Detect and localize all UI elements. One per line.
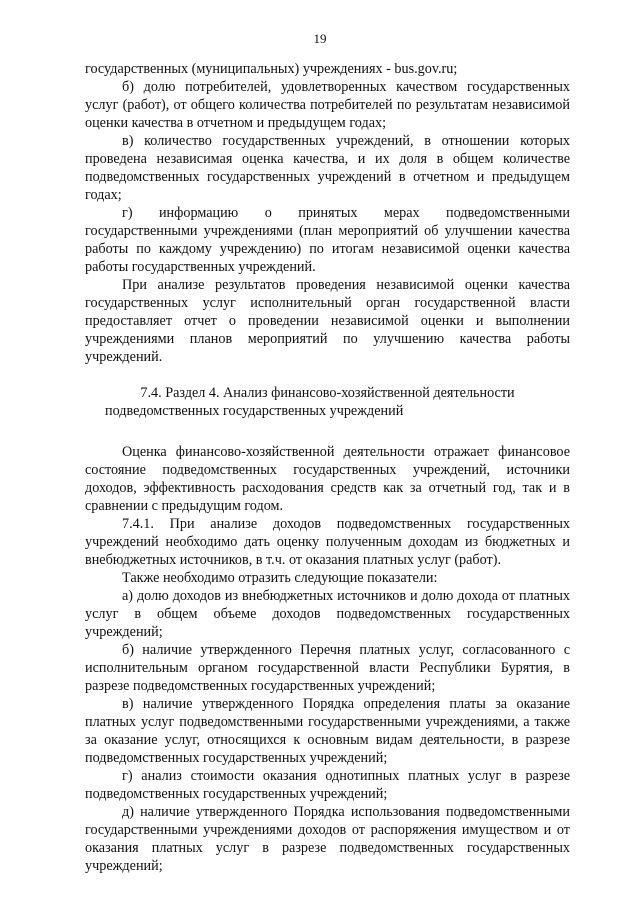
page-number: 19	[313, 31, 327, 46]
paragraph: Также необходимо отразить следующие показатели:	[122, 570, 438, 586]
paragraph: 7.4.1. При анализе доходов подведомственных государственных учреждений необходимо дать оценку полученным доходам из бюджетных и внебюджетных источников, в т.ч. от оказания платных услуг (работ).	[85, 516, 570, 568]
list-item: д) наличие утвержденного Порядка использования подведомственными государственными учреждениями доходов от распоряжения имуществом и от оказания платных услуг в разрезе подведомственных государственных учреждений;	[85, 804, 570, 874]
paragraph: государственных (муниципальных) учреждениях - bus.gov.ru;	[85, 61, 458, 77]
paragraph: б) долю потребителей, удовлетворенных качеством государственных услуг (работ), от общего количества потребителей по результатам независимой оценки качества в отчетном и предыдущем годах;	[85, 79, 570, 131]
section-heading: 7.4. Раздел 4. Анализ финансово-хозяйственной деятельности подведомственных государственных учреждений	[105, 385, 515, 419]
paragraph: При анализе результатов проведения независимой оценки качества государственных услуг исполнительный орган государственной власти предоставляет отчет о проведении независимой оценки и выполнении учреждениями планов мероприятий по улучшению качества работы учреждений.	[85, 277, 570, 365]
paragraph: Оценка финансово-хозяйственной деятельности отражает финансовое состояние подведомственных государственных учреждений, источники доходов, эффективность расходования средств как за отчетный год, так и в сравнении с предыдущим годом.	[85, 444, 570, 514]
paragraph: в) количество государственных учреждений, в отношении которых проведена независимая оценка качества, и их доля в общем количестве подведомственных государственных учреждений в отчетном и предыдущем годах;	[85, 133, 570, 203]
list-item: в) наличие утвержденного Порядка определения платы за оказание платных услуг подведомственными государственными учреждениями, а также за оказание услуг, относящихся к основным видам деятельности, в разрезе подведомственных государственных учреждений;	[85, 696, 570, 766]
paragraph: г) информацию о принятых мерах подведомственными государственными учреждениями (план мероприятий об улучшении качества работы по каждому учреждению) по итогам независимой оценки качества работы государственных учреждений.	[85, 205, 570, 275]
list-item: г) анализ стоимости оказания однотипных платных услуг в разрезе подведомственных государственных учреждений;	[85, 768, 570, 802]
page-body	[85, 60, 570, 875]
list-item: б) наличие утвержденного Перечня платных услуг, согласованного с исполнительным органом государственной власти Республики Бурятия, в разрезе подведомственных государственных учреждений;	[85, 642, 570, 694]
list-item: а) долю доходов из внебюджетных источников и долю дохода от платных услуг в общем объеме доходов подведомственных государственных учреждений;	[85, 588, 570, 640]
